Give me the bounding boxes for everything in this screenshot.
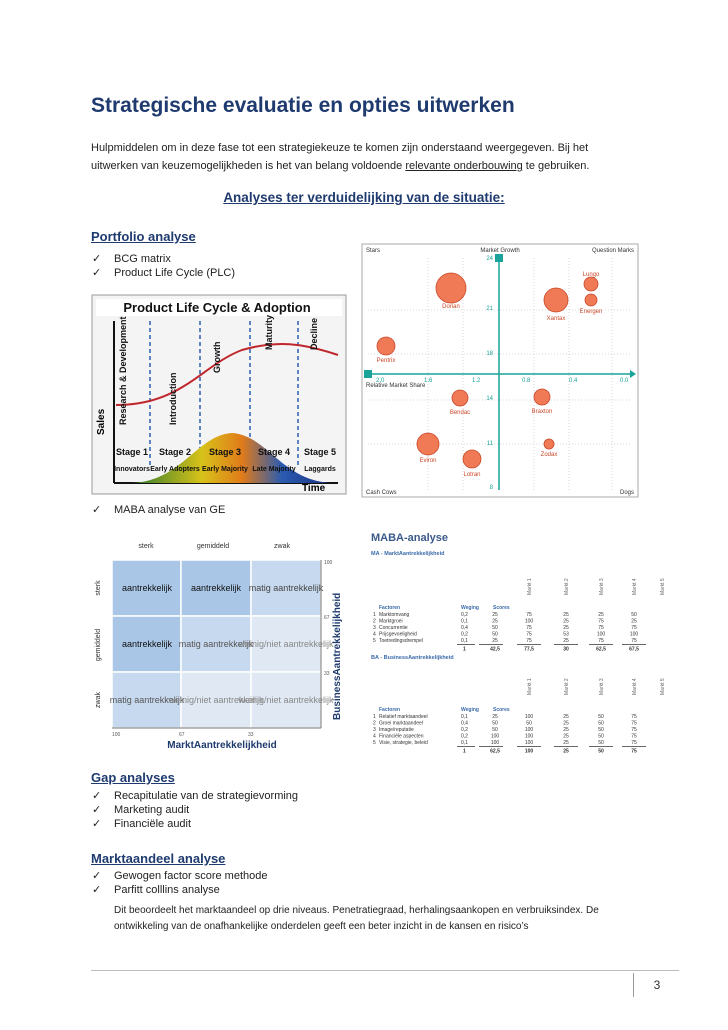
ge-tick: 33 (324, 671, 330, 677)
phase-label: Growth (212, 341, 222, 373)
intro-text: uitwerken van keuzemogelijkheden is het van belang voldoende (91, 160, 406, 172)
maba-row-score: 75 (631, 740, 637, 746)
maba-row-score: 25 (563, 714, 569, 720)
maba-row-factor: Groei marktaandeel (379, 720, 423, 727)
page-title: Strategische evaluatie en opties uitwerken (91, 94, 515, 117)
maba-row-score: 50 (526, 720, 532, 727)
maba-market-label: Markt 3 (599, 678, 605, 695)
bcg-x-tick: 1.6 (424, 378, 433, 384)
maba-market-label: Markt 3 (599, 578, 605, 595)
maba-market-label: Markt 4 (632, 678, 638, 695)
list-item (92, 883, 267, 897)
phase-label: Research & Development (118, 316, 128, 425)
maba-market-label: Markt 5 (660, 578, 666, 595)
maba-ba-heading: BA - BusinessAantrekkelijkheid (371, 655, 454, 661)
maba-title: MABA-analyse (371, 532, 449, 544)
adopter-label: Laggards (304, 466, 336, 473)
page-number: 3 (633, 973, 680, 997)
maba-row-score: 75 (631, 733, 637, 740)
maba-market-label: Markt 2 (564, 578, 570, 595)
list-item (92, 503, 225, 517)
maba-row-factor: Financiële aspecten (379, 733, 424, 740)
adopter-label: Early Adopters (150, 466, 200, 473)
check-icon: ✓ (92, 504, 102, 516)
maba-row-score: 100 (490, 740, 500, 746)
bcg-bubble (463, 450, 481, 468)
maba-total: 62,5 (490, 748, 500, 755)
maba-row-weight: 0,1 (461, 618, 468, 625)
ge-cell-text: weinig/niet aantrekkelijk (238, 695, 334, 705)
maba-row-score: 100 (596, 631, 606, 638)
adopter-label: Early Majority (202, 466, 248, 473)
bcg-y-tick: 14 (486, 396, 493, 402)
maba-row-score: 25 (492, 638, 498, 644)
maba-row-score: 75 (631, 625, 637, 631)
bcg-bubble (417, 433, 439, 455)
intro-emphasis: relevante onderbouwing (405, 160, 523, 172)
check-icon: ✓ (92, 818, 102, 830)
maba-total: 1 (463, 646, 466, 653)
check-icon: ✓ (92, 253, 102, 265)
maba-total: 25 (563, 748, 569, 755)
bcg-bubble-label: Braxton (531, 409, 553, 415)
maba-col-header: Weging (461, 707, 479, 713)
maba-market-label: Markt 1 (527, 578, 533, 595)
list-item-label: Marketing audit (114, 804, 190, 816)
bcg-bubble-label: Xantax (546, 316, 566, 322)
bcg-corner-cashcows: Cash Cows (366, 490, 397, 496)
bcg-bubble (436, 273, 466, 303)
intro-line-2 (91, 157, 651, 175)
bcg-bubble-label: Pentrix (376, 358, 396, 364)
list-item-label: Product Life Cycle (PLC) (114, 267, 236, 279)
maba-row-factor: Marktgroei (379, 618, 403, 625)
maba-row-score: 50 (598, 720, 604, 727)
stage-label: Stage 2 (158, 447, 192, 457)
ge-tick: 67 (324, 615, 330, 621)
bcg-bubble-label: Bendac (449, 410, 471, 416)
stage-label: Stage 5 (303, 447, 337, 457)
bcg-y-handle (495, 254, 503, 262)
maba-row-index: 4 (373, 733, 376, 740)
list-item-label: Financiële audit (114, 818, 192, 830)
maba-row-index: 1 (373, 612, 376, 618)
maba-row-weight: 0,2 (461, 727, 468, 733)
maba-row-score: 100 (524, 618, 534, 625)
maba-row-score: 75 (631, 638, 637, 644)
maba-row-score: 25 (492, 612, 498, 618)
maba-col-header: Scores (493, 707, 510, 713)
ge-ylabel: BusinessAantrekkelijkheid (332, 592, 343, 720)
check-icon: ✓ (92, 790, 102, 802)
bcg-x-tick: 0.0 (620, 378, 629, 384)
bcg-bubble (585, 294, 597, 306)
maba-row-score: 25 (563, 618, 569, 625)
list-item-label: Parfitt colllins analyse (114, 884, 220, 896)
stage-label: Stage 4 (257, 447, 291, 457)
maba-row-factor: Toetredingsdrempel (379, 638, 423, 644)
maba-row-index: 3 (373, 727, 376, 733)
paragraph-line: ontwikkeling van de onafhankelijke onderdelen geeft een beter inzicht in de kansen en risico’s (114, 921, 529, 932)
stage-label: Stage 3 (208, 447, 242, 457)
maba-row-weight: 0,1 (461, 714, 468, 720)
bcg-x-tick: 1.2 (472, 378, 481, 384)
ge-cell-text: weinig/niet aantrekkelijk (238, 639, 334, 649)
bcg-bubble-label: Zodax (540, 452, 558, 458)
bcg-bubble (377, 337, 395, 355)
bcg-bubble-label: Dorian (442, 304, 460, 310)
maba-total: 77,5 (524, 646, 534, 653)
marktaandeel-list (92, 869, 267, 897)
section-heading-analyses: Analyses ter verduidelijking van de situatie: (223, 190, 505, 205)
maba-row-score: 50 (598, 733, 604, 740)
maba-total: 30 (563, 646, 569, 653)
ge-row-label: gemiddeld (95, 628, 102, 662)
list-item-label: MABA analyse van GE (114, 504, 226, 516)
maba-row-factor: Visie, strategie, beleid (379, 740, 428, 746)
plc-figure (92, 295, 346, 494)
bcg-axis-x-label: Relative Market Share (366, 383, 426, 389)
ge-row-label: zwak (95, 692, 102, 708)
bcg-bubble (452, 390, 468, 406)
ge-matrix-figure (92, 530, 358, 752)
stage-label: Stage 1 (115, 447, 149, 457)
maba-row-factor: Relatief marktaandeel (379, 714, 428, 720)
ge-cell-text: matig aantrekkelijk (248, 583, 324, 593)
bcg-x-tick: 0.4 (569, 378, 578, 384)
maba-row-score: 75 (598, 625, 604, 631)
intro-paragraph (91, 139, 651, 175)
portfolio-heading: Portfolio analyse (91, 229, 196, 244)
maba-ma-heading: MA - MarktAantrekkelijkheid (371, 551, 445, 557)
phase-label: Maturity (264, 314, 274, 350)
ge-col-label: zwak (274, 543, 290, 550)
maba-row-factor: Concurrentie (379, 625, 408, 631)
ge-tick: 100 (324, 560, 333, 566)
maba-total: 1 (463, 748, 466, 755)
maba-row-score: 100 (524, 733, 534, 740)
maba-row-score: 25 (492, 714, 498, 720)
maba-row-score: 100 (524, 727, 534, 733)
plc-title: Product Life Cycle & Adoption (123, 300, 311, 315)
maba-row-weight: 0,4 (461, 720, 468, 727)
maba-row-score: 25 (563, 720, 569, 727)
paragraph-line: Dit beoordeelt het marktaandeel op drie niveaus. Penetratiegraad, herhalingsaankopen en verbruiksindex. De (114, 905, 599, 916)
maba-row-index: 2 (373, 618, 376, 625)
maba-row-score: 75 (598, 618, 604, 625)
maba-total: 62,5 (596, 646, 606, 653)
maba-row-score: 53 (563, 631, 569, 638)
ge-xlabel: MarktAantrekkelijkheid (167, 740, 277, 751)
maba-row-index: 5 (373, 638, 376, 644)
maba-row-score: 50 (631, 612, 637, 618)
ge-tick: 100 (112, 732, 121, 738)
ge-cell-text: weinig/niet aantrekkelijk (168, 695, 264, 705)
maba-row-weight: 0,2 (461, 733, 468, 740)
adopter-label: Innovators (114, 466, 150, 473)
maba-row-score: 75 (526, 625, 532, 631)
maba-row-index: 1 (373, 714, 376, 720)
check-icon: ✓ (92, 267, 102, 279)
bcg-bubble-label: Lotran (463, 472, 481, 478)
bcg-bubble (584, 277, 598, 291)
bcg-corner-dogs: Dogs (619, 490, 634, 496)
bcg-matrix-figure (362, 244, 638, 497)
maba-row-score: 50 (598, 740, 604, 746)
maba-market-label: Markt 5 (660, 678, 666, 695)
maba-row-score: 75 (526, 612, 532, 618)
maba-row-score: 25 (631, 618, 637, 625)
maba-list (92, 503, 225, 517)
ge-col-label: sterk (138, 543, 154, 550)
maba-row-score: 75 (526, 638, 532, 644)
maba-row-score: 50 (598, 714, 604, 720)
maba-row-score: 25 (563, 612, 569, 618)
bcg-bubble (534, 389, 550, 405)
marktaandeel-heading: Marktaandeel analyse (91, 851, 226, 866)
maba-row-index: 4 (373, 631, 376, 638)
list-item-label: Recapitulatie van de strategievorming (114, 790, 299, 802)
maba-col-header: Factoren (379, 707, 401, 713)
maba-row-score: 25 (563, 740, 569, 746)
check-icon: ✓ (92, 884, 102, 896)
maba-row-factor: Marktomvang (379, 612, 410, 618)
maba-row-score: 75 (526, 631, 532, 638)
maba-row-score: 75 (631, 720, 637, 727)
ge-cell-text: matig aantrekkelijk (178, 639, 254, 649)
maba-row-index: 2 (373, 720, 376, 727)
bcg-y-tick: 11 (486, 441, 493, 447)
phase-label: Decline (309, 317, 319, 350)
maba-total: 75 (631, 748, 637, 755)
ge-cell-text: aantrekkelijk (121, 639, 173, 649)
plc-xlabel: Time (302, 483, 326, 494)
bcg-bubble-label: Energen (579, 309, 603, 315)
ge-tick: 67 (179, 732, 185, 738)
list-item (92, 252, 235, 266)
bcg-bubble-label: Eviron (419, 458, 437, 464)
maba-market-label: Markt 1 (527, 678, 533, 695)
intro-text-end: te gebruiken. (522, 160, 590, 172)
ge-cell-text: matig aantrekkelijk (109, 695, 185, 705)
footer-rule (91, 970, 679, 971)
maba-row-score: 100 (524, 740, 534, 746)
maba-row-factor: Prijsgevoeligheid (379, 631, 417, 638)
maba-total: 100 (524, 748, 534, 755)
ge-tick: 33 (248, 732, 254, 738)
maba-col-header: Factoren (379, 605, 401, 611)
maba-row-score: 75 (598, 638, 604, 644)
list-item (92, 869, 267, 883)
maba-market-label: Markt 4 (632, 578, 638, 595)
ge-col-label: gemiddeld (196, 543, 230, 550)
bcg-x-tick: 0.8 (522, 378, 531, 384)
maba-row-weight: 0,4 (461, 625, 468, 631)
maba-row-weight: 0,1 (461, 638, 468, 644)
maba-table-figure (365, 527, 666, 755)
maba-row-weight: 0,2 (461, 612, 468, 618)
maba-row-score: 50 (492, 727, 498, 733)
maba-row-score: 75 (631, 727, 637, 733)
maba-row-index: 5 (373, 740, 376, 746)
plc-ylabel: Sales (96, 408, 107, 435)
ge-cell-text: aantrekkelijk (190, 583, 242, 593)
maba-col-header: Weging (461, 605, 479, 611)
maba-row-score: 100 (629, 631, 639, 638)
maba-row-score: 50 (492, 625, 498, 631)
maba-market-label: Markt 2 (564, 678, 570, 695)
marktaandeel-paragraph (114, 903, 674, 935)
maba-row-score: 25 (598, 612, 604, 618)
list-item (92, 803, 298, 817)
maba-row-score: 50 (492, 631, 498, 638)
adopter-label: Late Majority (252, 466, 296, 473)
bcg-corner-stars: Stars (366, 248, 381, 254)
gap-heading: Gap analyses (91, 770, 175, 785)
check-icon: ✓ (92, 870, 102, 882)
maba-total: 42,5 (490, 646, 500, 653)
maba-row-score: 100 (490, 733, 500, 740)
bcg-y-tick: 8 (489, 485, 493, 491)
bcg-y-tick: 24 (486, 256, 493, 262)
ge-row-label: sterk (95, 580, 102, 596)
gap-list (92, 789, 298, 831)
bcg-y-tick: 21 (486, 306, 493, 312)
maba-row-score: 25 (563, 727, 569, 733)
maba-row-weight: 0,1 (461, 740, 468, 746)
list-item (92, 789, 298, 803)
bcg-y-tick: 18 (486, 351, 493, 357)
bcg-bubble (544, 288, 568, 312)
maba-row-score: 50 (492, 720, 498, 727)
maba-row-score: 100 (524, 714, 534, 720)
maba-row-score: 50 (598, 727, 604, 733)
portfolio-list (92, 252, 235, 280)
maba-total: 67,5 (629, 646, 639, 653)
bcg-corner-question: Question Marks (591, 248, 634, 254)
maba-row-score: 75 (631, 714, 637, 720)
list-item (92, 817, 298, 831)
list-item-label: BCG matrix (114, 253, 171, 265)
maba-row-factor: Image/reputatie (379, 727, 414, 733)
bcg-bubble-label: Lungo (582, 272, 600, 278)
maba-row-score: 25 (492, 618, 498, 625)
check-icon: ✓ (92, 804, 102, 816)
maba-row-score: 25 (563, 733, 569, 740)
bcg-axis-y-label: Market Growth (480, 248, 520, 254)
maba-row-index: 3 (373, 625, 376, 631)
maba-col-header: Scores (493, 605, 510, 611)
maba-row-weight: 0,2 (461, 631, 468, 638)
list-item (92, 266, 235, 280)
maba-total: 50 (598, 748, 604, 755)
maba-row-score: 25 (563, 638, 569, 644)
phase-label: Introduction (168, 372, 178, 425)
bcg-bubble (544, 439, 554, 449)
maba-row-score: 25 (563, 625, 569, 631)
bcg-x-handle (364, 370, 372, 378)
list-item-label: Gewogen factor score methode (114, 870, 268, 882)
intro-line-1: Hulpmiddelen om in deze fase tot een strategiekeuze te komen zijn onderstaand weergegeven. Bij het (91, 142, 589, 154)
bcg-x-tick: 2.0 (376, 378, 385, 384)
ge-cell-text: aantrekkelijk (121, 583, 173, 593)
